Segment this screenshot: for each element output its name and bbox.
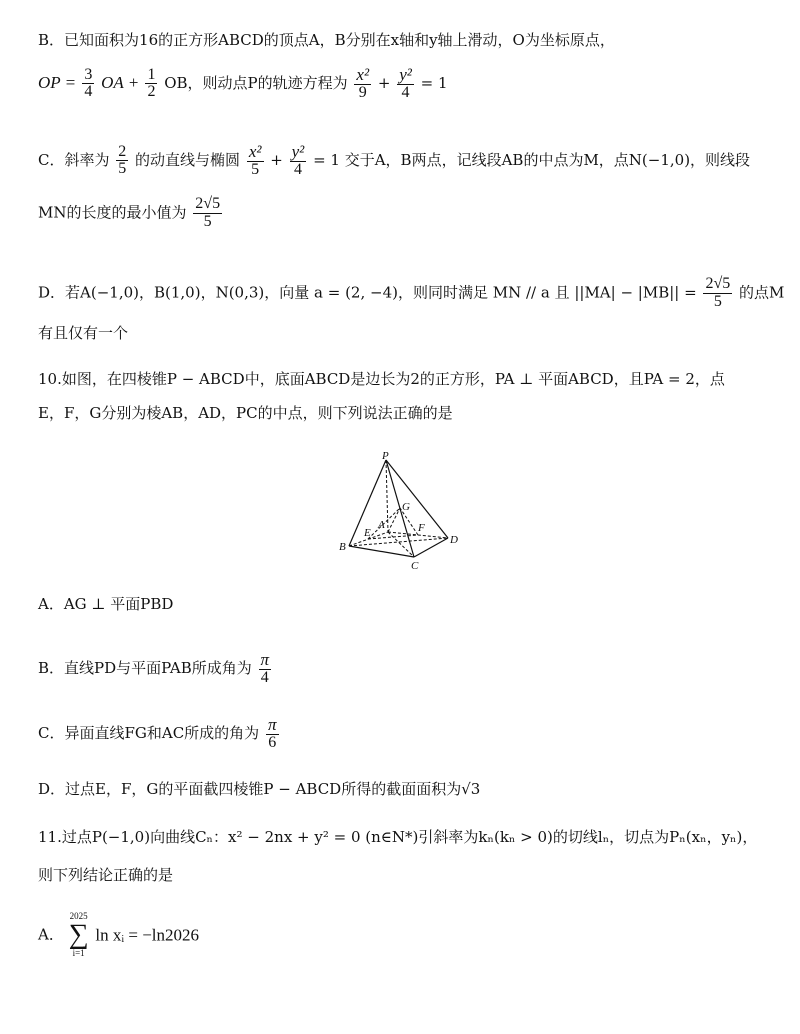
label-a: A xyxy=(378,519,385,531)
pi-over-6: $\frac{\pi}{6}$ xyxy=(267,715,277,751)
label-d: D xyxy=(450,534,458,546)
ellipse-term-x: $\frac{\text{x²}}{9}$ xyxy=(356,65,370,101)
label-b: B xyxy=(339,541,346,553)
q9c-tail: = 1 交于A，B两点，记线段AB的中点为M，点N(−1,0)，则线段 xyxy=(313,150,751,169)
label-e: E xyxy=(364,527,371,539)
answer-fraction: $\frac{2√5}{5}$ xyxy=(195,195,221,230)
fraction-1-2: $\frac{1}{2}$ xyxy=(147,65,156,101)
slope-fraction: $\frac{2}{5}$ xyxy=(118,142,127,178)
label-g: G xyxy=(402,501,410,513)
q11-option-a xyxy=(38,912,199,958)
q9c-mid: 的动直线与椭圆 xyxy=(135,150,241,169)
q10c-text: C．异面直线FG和AC所成的角为 xyxy=(38,723,260,742)
q9c-pre: C．斜率为 xyxy=(38,150,110,169)
answer-fraction: $\frac{2√5}{5}$ xyxy=(705,275,731,310)
q9-option-c-line1 xyxy=(38,143,750,179)
diagonal-bd xyxy=(349,538,448,546)
q9-option-c-line2 xyxy=(38,196,224,231)
fraction-3-4: $\frac{3}{4}$ xyxy=(84,65,93,101)
ellipse-term-x: $\frac{\text{x²}}{5}$ xyxy=(248,142,262,178)
ellipse-term-y: $\frac{\text{y²}}{4}$ xyxy=(291,142,305,178)
q9d-pre: D．若A(−1,0)，B(1,0)，N(0,3)，向量 a = (2, −4)，则同时满足 MN // a 且 ||MA| − |MB|| = xyxy=(38,283,702,302)
pi-over-4: $\frac{\pi}{4}$ xyxy=(260,650,270,686)
edge-cd xyxy=(414,538,448,557)
q10-stem-line2: E，F，G分别为棱AB，AD，PC的中点，则下列说法正确的是 xyxy=(38,404,453,422)
edge-pd xyxy=(386,460,448,538)
q10-stem-line1: 10.如图，在四棱锥P − ABCD中，底面ABCD是边长为2的正方形，PA ⊥ 平面ABCD，且PA = 2，点 xyxy=(38,370,725,388)
q10b-text: B．直线PD与平面PAB所成角为 xyxy=(38,658,252,677)
segment-ag xyxy=(388,508,400,532)
q10-option-c xyxy=(38,716,281,752)
equals-one: = 1 xyxy=(420,73,448,92)
vector-equation: OP = xyxy=(38,72,81,92)
q9-option-b-line2 xyxy=(38,66,448,102)
plus: + xyxy=(377,73,391,92)
label-p: P xyxy=(382,452,389,462)
q9-option-b-line1: B．已知面积为16的正方形ABCD的顶点A，B分别在x轴和y轴上滑动，O为坐标原点， xyxy=(38,31,615,49)
q11a-expression: ln xᵢ = −ln2026 xyxy=(95,925,200,945)
pyramid-figure xyxy=(336,452,466,572)
label-c: C xyxy=(411,560,419,572)
q10-option-d: D．过点E，F，G的平面截四棱锥P − ABCD所得的截面面积为√3 xyxy=(38,780,481,798)
q9-option-d-line2: 有且仅有一个 xyxy=(38,324,129,342)
q10-option-a: A．AG ⊥ 平面PBD xyxy=(38,595,174,613)
summation-sign: 2025 ∑ i=1 xyxy=(68,911,89,958)
q11-stem-line1: 11.过点P(−1,0)向曲线Cₙ：x² − 2nx + y² = 0 (n∈N*)引斜率为kₙ(kₙ > 0)的切线lₙ，切点为Pₙ(xₙ，yₙ)， xyxy=(38,828,758,846)
q9c-line2-pre: MN的长度的最小值为 xyxy=(38,203,187,222)
q10-option-b xyxy=(38,651,273,687)
q11-stem-line2: 则下列结论正确的是 xyxy=(38,866,174,884)
q9-option-d-line1 xyxy=(38,276,784,311)
q11a-label: A． xyxy=(38,925,64,944)
label-f: F xyxy=(418,522,425,534)
ellipse-term-y: $\frac{\text{y²}}{4}$ xyxy=(399,65,412,101)
plus: + xyxy=(270,150,283,169)
q9b-text: OB，则动点P的轨迹方程为 xyxy=(164,73,348,92)
q9d-post: 的点M xyxy=(739,283,785,302)
vector-oa: OA + xyxy=(101,72,144,92)
